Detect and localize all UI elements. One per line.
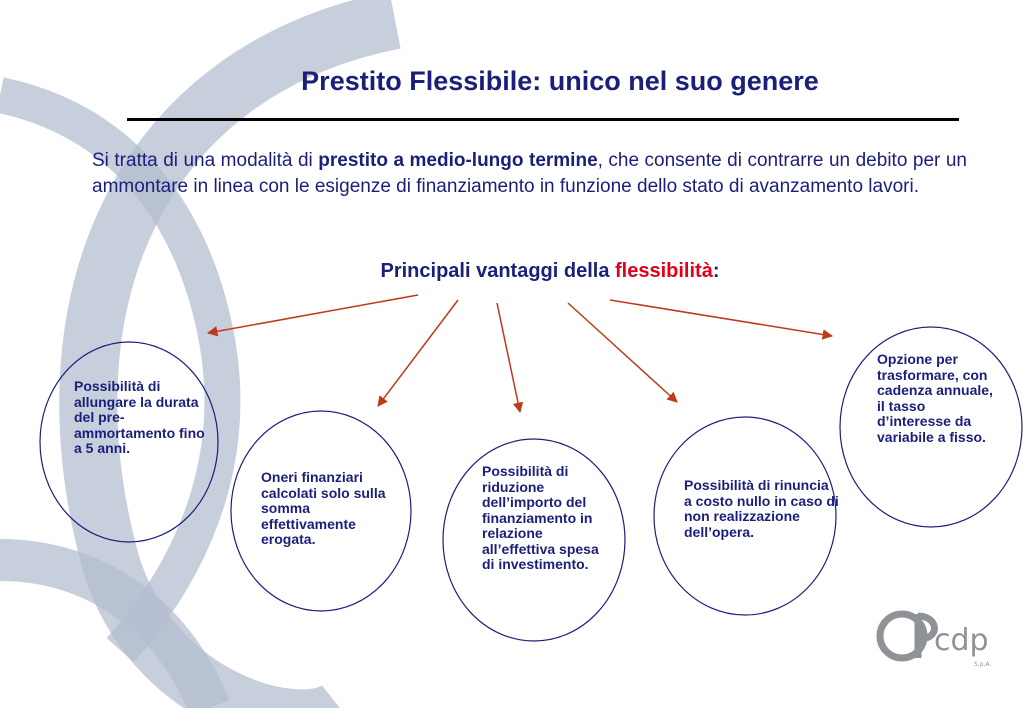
intro-text-bold: prestito a medio-lungo termine — [318, 150, 598, 171]
arrow-to-benefit-4 — [568, 303, 677, 402]
benefit-text-2: Oneri finanziari calcolati solo sulla somma effettivamente erogata. — [261, 469, 386, 547]
page-title: Prestito Flessibile: unico nel suo genere — [301, 66, 819, 96]
benefits-heading-highlight: flessibilità — [615, 260, 713, 282]
benefit-text-3: Possibilità di riduzione dell’importo del finanziamento in relazione all’effettiva spesa di investimento. — [482, 463, 599, 572]
benefit-text-4: Possibilità di rinuncia a costo nullo in caso di non realizzazione dell’opera. — [684, 477, 839, 540]
cdp-logo — [874, 598, 994, 676]
benefit-text-1: Possibilità di allungare la durata del pre-ammortamento fino a 5 anni. — [74, 378, 205, 456]
logo-suffix: S.p.A. — [974, 661, 992, 668]
arrow-to-benefit-3 — [497, 303, 520, 412]
benefit-text-5: Opzione per trasformare, con cadenza annuale, il tasso d’interesse da variabile a fisso. — [877, 351, 993, 445]
logo-text: cdp — [934, 623, 989, 658]
arrow-to-benefit-5 — [610, 300, 832, 336]
arrow-to-benefit-1 — [208, 295, 418, 333]
intro-text-before: Si tratta di una modalità di — [92, 150, 319, 171]
arrow-to-benefit-2 — [378, 300, 458, 406]
intro-text-after: , che consente di contrarre un debito per un ammontare in linea con le esigenze di finanziamento in funzione dello stato di avanzamento lavori. — [92, 150, 967, 197]
benefits-heading-suffix: : — [712, 260, 720, 282]
benefits-heading-text: Principali vantaggi della — [380, 260, 616, 282]
